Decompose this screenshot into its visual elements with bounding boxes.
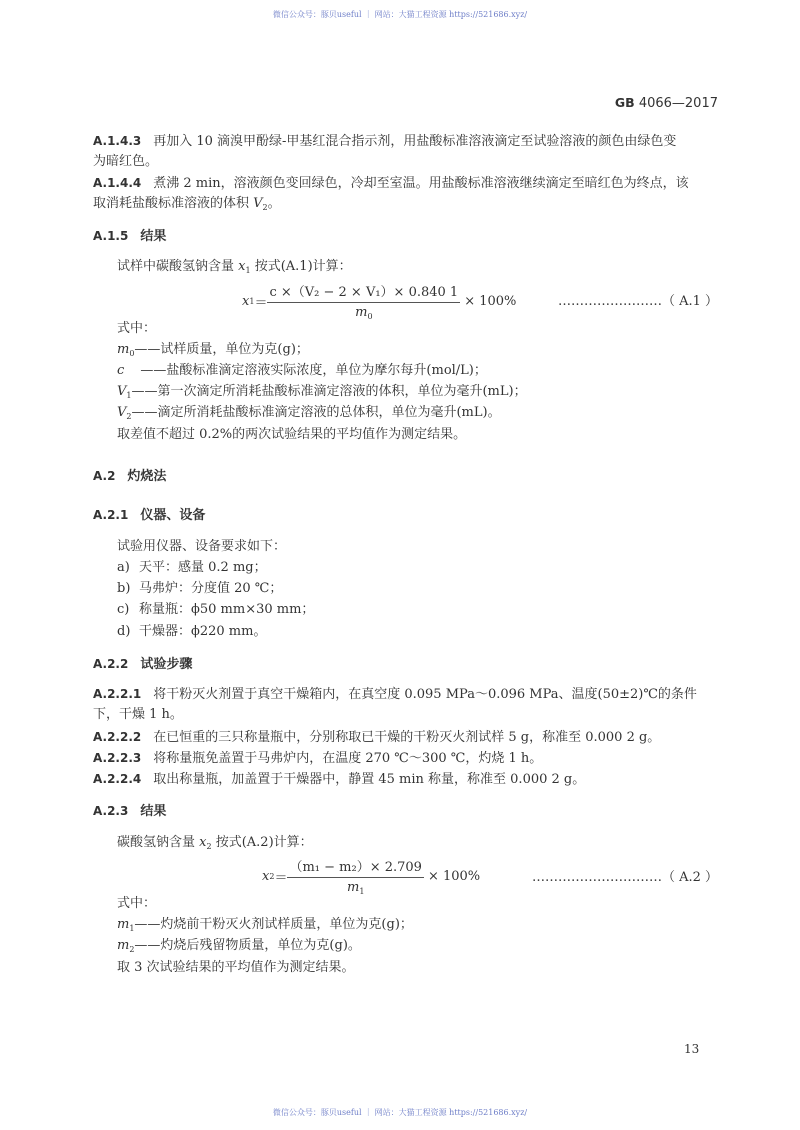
conclusion-a23: 取 3 次试验结果的平均值作为测定结果。	[117, 960, 355, 975]
var: V	[253, 196, 263, 211]
text: 马弗炉：分度值 20 ℃；	[139, 581, 283, 596]
heading-a21	[93, 507, 205, 524]
equipment-intro: 试验用仪器、设备要求如下：	[117, 539, 287, 554]
text: 试样中碳酸氢钠含量	[117, 259, 239, 274]
var: m	[117, 917, 130, 932]
lhs-var: x	[262, 868, 270, 884]
formula-label-a2: …………………………（ A.2 ）	[531, 870, 718, 885]
sub: 1	[129, 924, 135, 933]
def-item	[117, 938, 361, 958]
fraction	[267, 281, 460, 321]
heading-number: A.2.2	[93, 657, 129, 671]
var: m	[355, 305, 368, 320]
heading-a22	[93, 656, 192, 673]
clause-text: 再加入 10 滴溴甲酚绿-甲基红混合指示剂，用盐酸标准溶液滴定至试验溶液的颜色由绿色变	[153, 134, 677, 149]
sub: 1	[126, 391, 132, 400]
var: m	[117, 938, 130, 953]
list-item	[117, 560, 267, 576]
var: m	[117, 342, 130, 357]
marker: d)	[117, 624, 131, 639]
step-number: A.2.2.4	[93, 772, 142, 786]
step	[93, 771, 585, 788]
text: 干燥器：ϕ220 mm。	[139, 624, 267, 639]
denominator	[287, 878, 423, 896]
step-number: A.2.2.2	[93, 730, 142, 744]
watermark-bottom: 微信公众号：豚贝useful ｜ 网站：大猫工程资源 https://521686.xyz/	[272, 1108, 528, 1117]
std-code: GB	[614, 95, 635, 110]
list-item	[117, 602, 314, 618]
step-number: A.2.2.3	[93, 751, 142, 765]
heading-title: 试验步骤	[140, 657, 193, 672]
list-item	[117, 581, 282, 597]
sub: 2	[206, 842, 212, 851]
text: 。	[267, 196, 281, 211]
where-label: 式中：	[117, 896, 157, 911]
var: c	[117, 363, 125, 378]
clause-a144	[93, 175, 689, 192]
var: V	[117, 405, 127, 420]
text: 取出称量瓶，加盖置于干燥器中，静置 45 min 称量，称准至 0.000 2 g。	[153, 772, 586, 787]
text: 称量瓶：ϕ50 mm×30 mm；	[139, 602, 315, 617]
clause-number: A.1.4.4	[93, 176, 142, 190]
heading-number: A.1.5	[93, 229, 129, 243]
def-item	[117, 405, 501, 425]
list-item	[117, 624, 266, 640]
formula-tail: × 100%	[427, 868, 481, 884]
text: 碳酸氢钠含量	[117, 835, 200, 850]
text: 按式(A.1)计算：	[250, 259, 352, 274]
text: ——滴定所消耗盐酸标准滴定溶液的总体积，单位为毫升(mL)。	[131, 405, 501, 420]
clause-number: A.1.4.3	[93, 134, 142, 148]
numerator: c ×（V₂ − 2 × V₁）× 0.840 1	[267, 281, 460, 303]
formula-intro-a2	[117, 835, 313, 855]
marker: c)	[117, 602, 130, 617]
equals: ＝	[274, 870, 288, 886]
step	[93, 750, 542, 767]
heading-a2	[93, 468, 166, 485]
clause-a143	[93, 133, 676, 150]
conclusion-a15: 取差值不超过 0.2%的两次试验结果的平均值作为测定结果。	[117, 427, 467, 442]
heading-number: A.2	[93, 469, 116, 483]
marker: b)	[117, 581, 131, 596]
heading-a23	[93, 803, 166, 820]
denominator	[267, 303, 460, 321]
step	[93, 686, 697, 703]
equals: ＝	[254, 295, 268, 311]
def-item	[117, 342, 309, 362]
step-cont: 下，干燥 1 h。	[93, 707, 183, 722]
def-item	[117, 917, 413, 937]
formula-a2	[262, 856, 480, 896]
lhs-sub: 2	[269, 871, 275, 881]
formula-tail: × 100%	[464, 293, 517, 309]
step-number: A.2.2.1	[93, 687, 142, 701]
sub: 0	[367, 312, 373, 321]
lhs-var: x	[242, 293, 250, 309]
sub: 1	[245, 266, 251, 275]
heading-title: 结果	[140, 804, 167, 819]
var: x	[199, 835, 207, 850]
step	[93, 729, 660, 746]
sub: 2	[126, 412, 132, 421]
marker: a)	[117, 560, 130, 575]
text: ——灼烧前干粉灭火剂试样质量，单位为克(g)；	[134, 917, 413, 932]
text: 将干粉灭火剂置于真空干燥箱内，在真空度 0.095 MPa～0.096 MPa、温度(50±2)℃的条件	[153, 687, 697, 702]
formula-intro-a1	[117, 259, 352, 279]
heading-a15	[93, 228, 166, 245]
text: ——第一次滴定所消耗盐酸标准滴定溶液的体积，单位为毫升(mL)；	[131, 384, 527, 399]
lhs-sub: 1	[249, 296, 255, 306]
formula-a1	[242, 281, 516, 321]
text: 取消耗盐酸标准溶液的体积	[93, 196, 254, 211]
formula-label-a1: ……………………（ A.1 ）	[557, 294, 718, 309]
var: x	[238, 259, 246, 274]
heading-title: 仪器、设备	[140, 508, 206, 523]
clause-text: 煮沸 2 min，溶液颜色变回绿色，冷却至室温。用盐酸标准溶液继续滴定至暗红色为终点，该	[153, 176, 689, 191]
heading-number: A.2.1	[93, 508, 129, 522]
page-number: 13	[684, 1042, 700, 1056]
clause-a143-cont: 为暗红色。	[93, 154, 159, 169]
sub: 2	[262, 203, 268, 212]
clause-a144-cont	[93, 196, 281, 216]
text: ——灼烧后残留物质量，单位为克(g)。	[134, 938, 361, 953]
where-label: 式中：	[117, 321, 157, 336]
text: 天平：感量 0.2 mg；	[139, 560, 267, 575]
var: V	[117, 384, 127, 399]
sub: 1	[359, 887, 365, 896]
fraction	[287, 856, 423, 896]
std-number: 4066—2017	[638, 96, 718, 111]
def-item	[117, 363, 487, 379]
var: m	[346, 880, 360, 895]
heading-title: 结果	[140, 229, 167, 244]
text: ——盐酸标准滴定溶液实际浓度，单位为摩尔每升(mol/L)；	[136, 363, 487, 378]
text: 按式(A.2)计算：	[211, 835, 313, 850]
numerator: （m₁ − m₂）× 2.709	[287, 856, 423, 878]
heading-title: 灼烧法	[127, 469, 167, 484]
sub: 2	[129, 945, 135, 954]
text: 在已恒重的三只称量瓶中，分别称取已干燥的干粉灭火剂试样 5 g，称准至 0.000 2 g。	[153, 730, 661, 745]
sub: 0	[129, 349, 135, 358]
def-item	[117, 384, 527, 404]
watermark-top: 微信公众号：豚贝useful ｜ 网站：大猫工程资源 https://521686.xyz/	[272, 10, 528, 19]
heading-number: A.2.3	[93, 804, 129, 818]
standard-code	[615, 95, 718, 112]
text: 将称量瓶免盖置于马弗炉内，在温度 270 ℃～300 ℃，灼烧 1 h。	[153, 751, 543, 766]
text: ——试样质量，单位为克(g)；	[134, 342, 309, 357]
